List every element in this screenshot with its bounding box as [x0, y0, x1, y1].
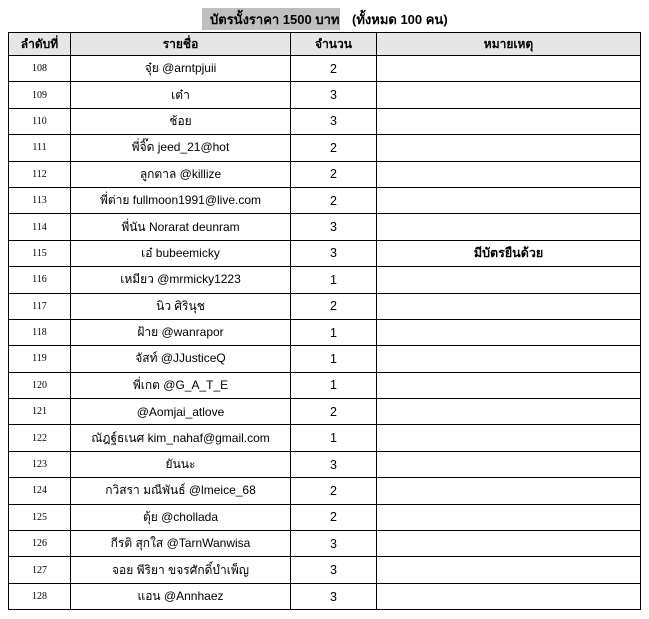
- table-row: [9, 293, 641, 319]
- row-count: 2: [291, 56, 377, 82]
- table-row: [9, 372, 641, 398]
- row-count: 3: [291, 214, 377, 240]
- row-name: พี่ต่าย fullmoon1991@live.com: [71, 187, 291, 213]
- row-number: 117: [9, 293, 71, 319]
- table-row: [9, 504, 641, 530]
- row-name: เต๋า: [71, 82, 291, 108]
- row-note: [377, 56, 641, 82]
- row-note: [377, 425, 641, 451]
- row-note: [377, 82, 641, 108]
- row-count: 3: [291, 240, 377, 266]
- row-name: ตุ้ย @chollada: [71, 504, 291, 530]
- row-count: 1: [291, 346, 377, 372]
- row-count: 2: [291, 478, 377, 504]
- row-number: 115: [9, 240, 71, 266]
- row-name: เอ๋ bubeemicky: [71, 240, 291, 266]
- row-name: ณัฎฐ์ธเนศ kim_nahaf@gmail.com: [71, 425, 291, 451]
- row-name: จอย พีริยา ขจรศักดิ์บำเพ็ญ: [71, 557, 291, 583]
- row-number: 112: [9, 161, 71, 187]
- table-row: [9, 346, 641, 372]
- row-count: 3: [291, 451, 377, 477]
- row-name: จุ๋ย @arntpjuii: [71, 56, 291, 82]
- row-name: กีรติ สุกใส @TarnWanwisa: [71, 531, 291, 557]
- table-row: [9, 267, 641, 293]
- row-name: นิว ศิรินุช: [71, 293, 291, 319]
- row-number: 121: [9, 399, 71, 425]
- row-number: 118: [9, 319, 71, 345]
- row-count: 2: [291, 399, 377, 425]
- row-number: 126: [9, 531, 71, 557]
- row-note: [377, 451, 641, 477]
- row-note: [377, 557, 641, 583]
- row-count: 3: [291, 108, 377, 134]
- row-note: [377, 346, 641, 372]
- row-number: 125: [9, 504, 71, 530]
- row-count: 1: [291, 372, 377, 398]
- row-number: 108: [9, 56, 71, 82]
- table-row: [9, 161, 641, 187]
- page-title: บัตรนั้งราคา 1500 บาท: [210, 12, 340, 27]
- row-name: @Aomjai_atlove: [71, 399, 291, 425]
- row-name: แอน @Annhaez: [71, 583, 291, 609]
- row-count: 2: [291, 187, 377, 213]
- row-name: พี่เกต @G_A_T_E: [71, 372, 291, 398]
- row-note: [377, 161, 641, 187]
- row-count: 1: [291, 267, 377, 293]
- table-row: [9, 425, 641, 451]
- table-row: [9, 451, 641, 477]
- row-number: 116: [9, 267, 71, 293]
- row-number: 114: [9, 214, 71, 240]
- row-number: 128: [9, 583, 71, 609]
- row-note: [377, 135, 641, 161]
- row-note: [377, 108, 641, 134]
- header-count: จำนวน: [291, 33, 377, 56]
- row-count: 2: [291, 504, 377, 530]
- table-row: [9, 135, 641, 161]
- row-note: [377, 319, 641, 345]
- table-row: [9, 240, 641, 266]
- row-name: ช้อย: [71, 108, 291, 134]
- row-name: ฝ้าย @wanrapor: [71, 319, 291, 345]
- row-note: [377, 214, 641, 240]
- table-row: [9, 531, 641, 557]
- row-count: 3: [291, 531, 377, 557]
- row-count: 1: [291, 425, 377, 451]
- row-count: 2: [291, 135, 377, 161]
- row-number: 122: [9, 425, 71, 451]
- row-number: 123: [9, 451, 71, 477]
- row-number: 119: [9, 346, 71, 372]
- row-name: กวิสรา มณีพันธ์ @lmeice_68: [71, 478, 291, 504]
- total-count: (ทั้งหมด 100 คน): [352, 12, 448, 27]
- table-row: [9, 56, 641, 82]
- row-name: พี่นัน Norarat deunram: [71, 214, 291, 240]
- row-name: เหมียว @mrmicky1223: [71, 267, 291, 293]
- table-row: [9, 478, 641, 504]
- table-row: [9, 557, 641, 583]
- table-row: [9, 583, 641, 609]
- row-note: [377, 478, 641, 504]
- row-note: [377, 187, 641, 213]
- row-count: 2: [291, 293, 377, 319]
- row-count: 3: [291, 82, 377, 108]
- row-name: ลูกตาล @killize: [71, 161, 291, 187]
- row-number: 113: [9, 187, 71, 213]
- row-name: ยันนะ: [71, 451, 291, 477]
- table-row: [9, 319, 641, 345]
- header-order: ลำดับที่: [9, 33, 71, 56]
- row-number: 120: [9, 372, 71, 398]
- header-name: รายชื่อ: [71, 33, 291, 56]
- row-name: พี่จิ๊ด jeed_21@hot: [71, 135, 291, 161]
- row-note: [377, 531, 641, 557]
- row-note: [377, 583, 641, 609]
- row-number: 127: [9, 557, 71, 583]
- row-note: [377, 504, 641, 530]
- row-name: จัสท์ @JJusticeQ: [71, 346, 291, 372]
- table-row: [9, 187, 641, 213]
- row-number: 124: [9, 478, 71, 504]
- attendee-table: [8, 32, 641, 610]
- row-number: 109: [9, 82, 71, 108]
- row-number: 110: [9, 108, 71, 134]
- header-note: หมายเหตุ: [377, 33, 641, 56]
- row-count: 2: [291, 161, 377, 187]
- table-row: [9, 214, 641, 240]
- table-row: [9, 82, 641, 108]
- title-row: [8, 6, 640, 30]
- row-note: [377, 372, 641, 398]
- row-note: [377, 267, 641, 293]
- row-count: 3: [291, 583, 377, 609]
- row-note: [377, 399, 641, 425]
- row-number: 111: [9, 135, 71, 161]
- table-body: [9, 56, 641, 610]
- table-row: [9, 399, 641, 425]
- table-row: [9, 108, 641, 134]
- row-note: [377, 293, 641, 319]
- row-note: มีบัตรยืนด้วย: [377, 240, 641, 266]
- row-count: 1: [291, 319, 377, 345]
- table-header-row: [9, 33, 641, 56]
- row-count: 3: [291, 557, 377, 583]
